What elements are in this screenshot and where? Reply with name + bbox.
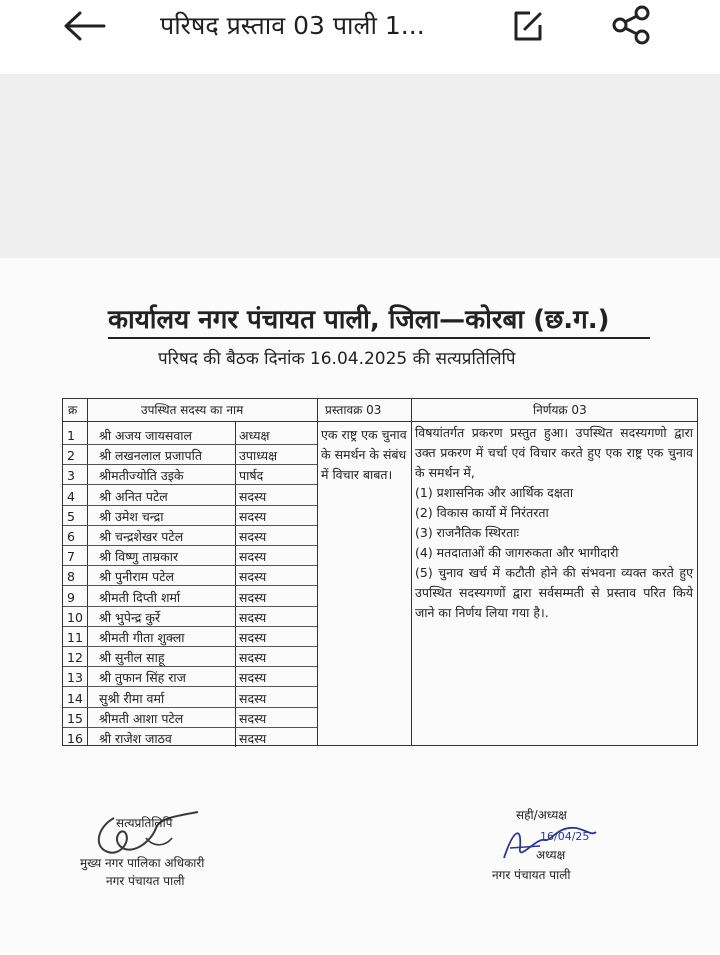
- member-row: [63, 425, 317, 445]
- member-name: श्री विष्णु ताम्रकार: [99, 549, 179, 565]
- member-number: 5: [67, 508, 75, 524]
- signature-block-left: [80, 814, 300, 894]
- resolution-table: [62, 398, 698, 746]
- member-name: श्री राजेश जाठव: [99, 731, 172, 746]
- member-row: [63, 607, 317, 627]
- heading-underline: [108, 337, 650, 339]
- member-role: सदस्य: [239, 710, 267, 726]
- member-name: श्री चन्द्रशेखर पटेल: [99, 529, 184, 544]
- member-name: श्री अनित पटेल: [99, 488, 168, 504]
- member-row: [63, 587, 317, 607]
- signature-note-left: सत्यप्रतिलिपि: [116, 816, 173, 830]
- member-role: अध्यक्ष: [239, 428, 270, 443]
- member-number: 13: [67, 670, 83, 686]
- member-name: श्री तुफान सिंह राज: [99, 670, 186, 686]
- member-number: 7: [67, 549, 75, 565]
- signature-office-right: नगर पंचायत पाली: [492, 868, 571, 882]
- decision-intro: विषयांतर्गत प्रकरण प्रस्तुत हुआ। उपस्थित सदस्यगणो द्वारा उक्त प्रकरण में चर्चा एवं विचार करते हुए एक राष्ट्र एक चुनाव के समर्थन में,: [415, 425, 693, 480]
- member-number: 15: [67, 710, 83, 726]
- decision-point: (1) प्रशासनिक और आर्थिक दक्षता: [415, 485, 574, 500]
- member-row: [63, 445, 317, 465]
- member-role: सदस्य: [239, 670, 267, 686]
- share-icon: [611, 5, 653, 45]
- member-row: [63, 526, 317, 546]
- member-number: 2: [67, 448, 75, 464]
- member-role: सदस्य: [239, 609, 267, 625]
- header-sno: क्र: [68, 403, 78, 417]
- member-name: श्रीमती दिप्ती शर्मा: [99, 589, 181, 605]
- member-row: [63, 627, 317, 647]
- signature-date: 16/04/25: [540, 830, 590, 843]
- edit-icon: [510, 8, 546, 44]
- member-row: [63, 506, 317, 526]
- member-row: [63, 708, 317, 728]
- member-row: [63, 688, 317, 708]
- header-proposal: प्रस्तावक्र 03: [325, 403, 382, 417]
- member-number: 1: [67, 428, 75, 443]
- column-divider: [411, 399, 412, 745]
- member-name: श्रीमती आशा पटेल: [99, 710, 184, 726]
- member-row: [63, 465, 317, 485]
- header-rule: [63, 421, 697, 422]
- member-role: सदस्य: [239, 731, 267, 746]
- member-role: पार्षद: [239, 468, 264, 484]
- member-number: 12: [67, 650, 83, 666]
- member-row: [63, 566, 317, 586]
- member-row: [63, 728, 317, 748]
- member-row: [63, 647, 317, 667]
- member-number: 14: [67, 690, 83, 706]
- member-role: सदस्य: [239, 569, 267, 585]
- header-member-name: उपस्थित सदस्य का नाम: [141, 403, 244, 417]
- signature-office-left: नगर पंचायत पाली: [106, 874, 185, 888]
- signature-block-right: [488, 800, 668, 890]
- signature-designation-left: मुख्य नगर पालिका अधिकारी: [80, 856, 205, 870]
- member-number: 11: [67, 630, 83, 645]
- signature-note-right: सही/अध्यक्ष: [516, 808, 567, 822]
- member-role: सदस्य: [239, 690, 267, 706]
- member-number: 9: [67, 589, 75, 605]
- member-name: श्री अजय जायसवाल: [99, 428, 192, 443]
- edit-button[interactable]: [506, 6, 550, 46]
- member-row: [63, 667, 317, 687]
- member-name: सुश्री रीमा वर्मा: [99, 690, 165, 706]
- arrow-left-icon: [62, 11, 106, 41]
- member-role: सदस्य: [239, 589, 267, 605]
- column-divider: [317, 399, 318, 745]
- back-button[interactable]: [58, 6, 110, 46]
- member-name: श्री उमेश चन्द्रा: [99, 508, 164, 524]
- member-role: सदस्य: [239, 488, 267, 504]
- member-number: 3: [67, 468, 75, 484]
- document-title: परिषद प्रस्ताव 03 पाली 1...: [160, 11, 425, 40]
- member-number: 16: [67, 731, 83, 746]
- member-role: सदस्य: [239, 508, 267, 524]
- member-role: सदस्य: [239, 549, 267, 565]
- member-number: 4: [67, 488, 75, 504]
- member-role: सदस्य: [239, 650, 267, 666]
- member-number: 8: [67, 569, 75, 585]
- member-role: सदस्य: [239, 529, 267, 544]
- member-row: [63, 486, 317, 506]
- member-name: श्री लखनलाल प्रजापति: [99, 448, 202, 464]
- meeting-subheading: परिषद की बैठक दिनांक 16.04.2025 की सत्यप्रतिलिपि: [158, 349, 516, 369]
- decision-text: [415, 423, 693, 623]
- member-name: श्री भुपेन्द्र कुर्रे: [99, 609, 161, 625]
- decision-point: (4) मतदाताओं की जागरुकता और भागीदारी: [415, 545, 619, 560]
- member-name: श्रीमती गीता शुक्ला: [99, 630, 185, 645]
- member-name: श्रीमतीज्योति उइके: [99, 468, 184, 484]
- member-number: 10: [67, 609, 83, 625]
- member-role: सदस्य: [239, 630, 267, 645]
- decision-point: (2) विकास कार्यो में निरंतरता: [415, 505, 549, 520]
- app-header: [0, 0, 720, 74]
- member-name: श्री पुनीराम पटेल: [99, 569, 175, 585]
- decision-point: (3) राजनैतिक स्थिरताः: [415, 525, 520, 540]
- signature-designation-right: अध्यक्ष: [536, 848, 566, 862]
- office-heading: कार्यालय नगर पंचायत पाली, जिला—कोरबा (छ.ग.): [108, 305, 610, 335]
- viewer-background: [0, 74, 720, 258]
- header-decision: निर्णयक्र 03: [533, 403, 587, 417]
- decision-point: (5) चुनाव खर्च में कटौती होने की संभवना व्यक्त करते हुए उपस्थित सदस्यगणों द्वारा सर्वसम्मती से प्रस्ताव परित किये जाने का निर्णय लिया गया है।.: [415, 565, 693, 620]
- member-row: [63, 546, 317, 566]
- member-role: उपाध्यक्ष: [239, 448, 278, 464]
- proposal-text: एक राष्ट्र एक चुनाव के समर्थन के संबंध में विचार बाबत।: [321, 427, 407, 482]
- member-number: 6: [67, 529, 75, 544]
- share-button[interactable]: [608, 4, 656, 46]
- member-name: श्री सुनील साहू: [99, 650, 165, 666]
